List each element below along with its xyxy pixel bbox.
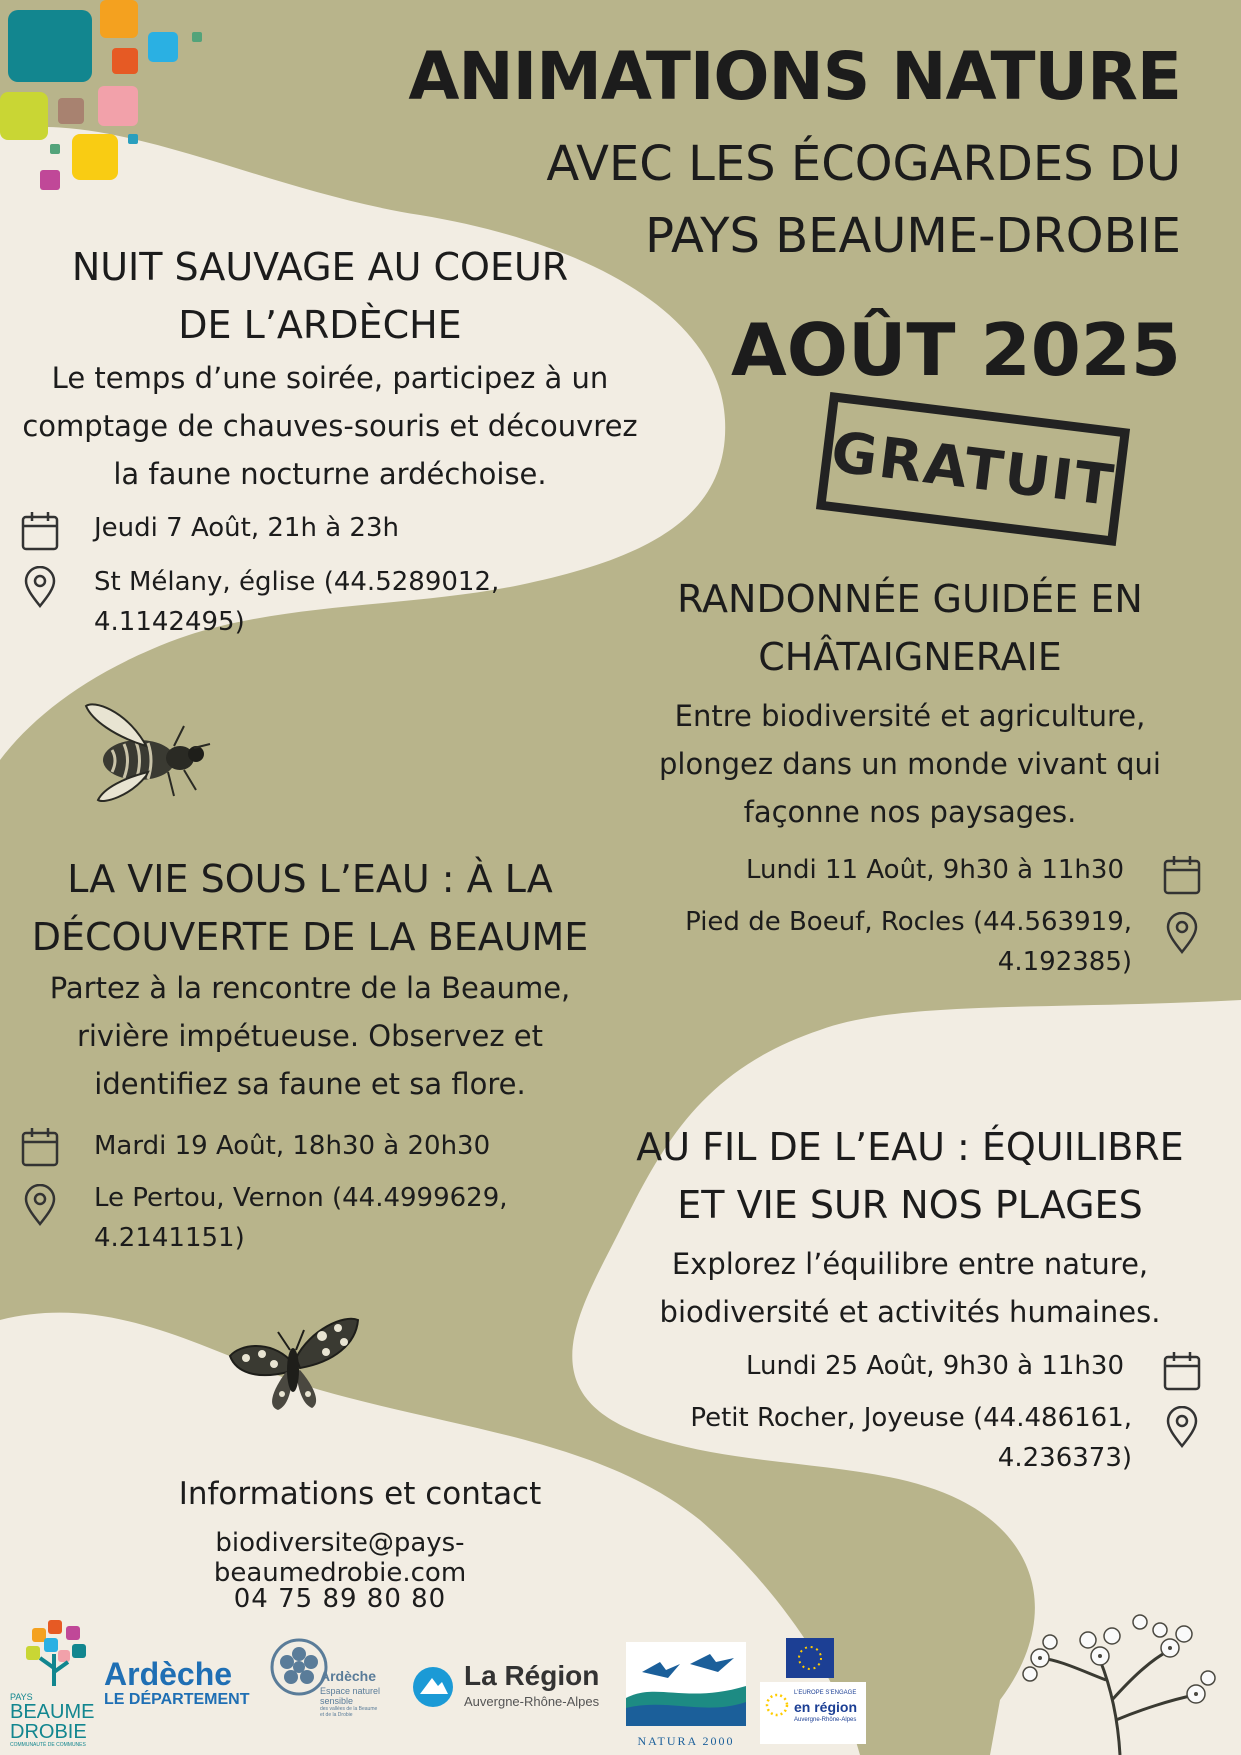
event-3-place <box>94 1178 508 1258</box>
calendar-icon <box>1162 854 1202 896</box>
event-3-place-1: Le Pertou, Vernon (44.4999629, <box>94 1183 508 1213</box>
tree-logo-icon <box>10 1618 100 1688</box>
subtitle-line-1: AVEC LES ÉCOGARDES DU <box>546 136 1181 192</box>
pbd-top: PAYS <box>10 1692 33 1702</box>
event-3 <box>10 850 610 966</box>
event-1 <box>20 238 620 354</box>
ens-sub-2: sensible <box>320 1696 354 1706</box>
event-1-desc-3: la faune nocturne ardéchoise. <box>113 457 547 491</box>
ens-sub-1: Espace naturel <box>320 1686 381 1696</box>
event-2 <box>630 570 1190 686</box>
event-3-date: Mardi 19 Août, 18h30 à 20h30 <box>94 1131 491 1161</box>
region-sub: Auvergne-Rhône-Alpes <box>464 1694 600 1709</box>
logo-europe <box>760 1638 866 1748</box>
event-1-desc-2: comptage de chauves-souris et découvrez <box>22 409 638 443</box>
eu-line-1: L’EUROPE S’ENGAGE <box>794 1690 857 1696</box>
eu-line-3: Auvergne-Rhône-Alpes <box>794 1717 857 1723</box>
natura-logo-icon <box>626 1642 746 1726</box>
calendar-icon <box>20 1126 60 1168</box>
natura-text: NATURA 2000 <box>637 1734 735 1748</box>
pbd-name-2: DROBIE <box>10 1721 87 1743</box>
map-pin-icon <box>1162 912 1202 954</box>
event-2-place-2: 4.192385) <box>997 947 1132 977</box>
eu-line-2: en région <box>794 1699 858 1715</box>
blossom-illustration <box>1020 1600 1220 1755</box>
event-4-description <box>630 1240 1190 1336</box>
event-3-desc-1: Partez à la rencontre de la Beaume, <box>49 971 571 1005</box>
event-1-place-2: 4.1142495) <box>94 607 245 637</box>
event-2-place-1: Pied de Boeuf, Rocles (44.563919, <box>685 907 1132 937</box>
logo-natura-2000 <box>626 1642 746 1748</box>
event-1-date: Jeudi 7 Août, 21h à 23h <box>94 513 399 543</box>
ens-sub-3: des vallées de la Beaume <box>320 1706 378 1712</box>
event-2-desc-3: façonne nos paysages. <box>743 795 1077 829</box>
event-2-title-1: RANDONNÉE GUIDÉE EN <box>677 577 1143 621</box>
calendar-icon <box>1162 1350 1202 1392</box>
event-2-desc-1: Entre biodiversité et agriculture, <box>674 699 1146 733</box>
logo-ardeche-departement <box>104 1656 249 1709</box>
event-4-place <box>600 1398 1132 1478</box>
eu-flag-icon <box>786 1638 834 1678</box>
event-1-desc-1: Le temps d’une soirée, participez à un <box>51 361 609 395</box>
map-pin-icon <box>20 566 60 608</box>
contact-email[interactable]: biodiversite@pays-beaumedrobie.com <box>213 1528 467 1588</box>
contact-phone[interactable]: 04 75 89 80 80 <box>233 1584 447 1614</box>
map-pin-icon <box>20 1184 60 1226</box>
event-4-place-2: 4.236373) <box>997 1443 1132 1473</box>
ardeche-sub: LE DÉPARTEMENT <box>104 1691 250 1708</box>
event-1-title-2: DE L’ARDÈCHE <box>178 303 462 347</box>
decorative-squares <box>0 0 210 200</box>
event-1-title-1: NUIT SAUVAGE AU COEUR <box>71 245 569 289</box>
logo-pays-beaume-drobie <box>10 1618 100 1748</box>
event-3-title-2: DÉCOUVERTE DE LA BEAUME <box>31 915 589 959</box>
region-logo-icon <box>412 1666 454 1708</box>
event-3-place-2: 4.2141151) <box>94 1223 245 1253</box>
event-2-desc-2: plongez dans un monde vivant qui <box>659 747 1161 781</box>
month-title: AOÛT 2025 <box>731 308 1181 392</box>
event-1-description <box>10 354 650 498</box>
pbd-sub: COMMUNAUTÉ DE COMMUNES <box>10 1742 86 1748</box>
logo-ens <box>270 1638 400 1738</box>
event-4-place-1: Petit Rocher, Joyeuse (44.486161, <box>690 1403 1132 1433</box>
ens-text <box>320 1686 380 1718</box>
event-2-date: Lundi 11 Août, 9h30 à 11h30 <box>746 855 1124 885</box>
bee-illustration <box>84 700 214 806</box>
moth-illustration <box>226 1310 362 1412</box>
event-4-title-1: AU FIL DE L’EAU : ÉQUILIBRE <box>636 1125 1184 1169</box>
event-4-desc-2: biodiversité et activités humaines. <box>659 1295 1161 1329</box>
event-2-description <box>630 692 1190 836</box>
ens-name: Ardèche <box>320 1668 377 1684</box>
ardeche-name: Ardèche <box>104 1656 233 1692</box>
event-4-title-2: ET VIE SUR NOS PLAGES <box>677 1183 1143 1227</box>
event-4-date: Lundi 25 Août, 9h30 à 11h30 <box>746 1351 1124 1381</box>
event-2-title-2: CHÂTAIGNERAIE <box>758 635 1062 679</box>
event-2-place <box>600 902 1132 982</box>
eu-panel <box>760 1682 866 1744</box>
map-pin-icon <box>1162 1406 1202 1448</box>
eu-stars-icon <box>764 1692 790 1718</box>
ens-sub-4: et de la Drobie <box>320 1712 353 1718</box>
event-4-desc-1: Explorez l’équilibre entre nature, <box>671 1247 1149 1281</box>
free-stamp: GRATUIT <box>816 392 1130 546</box>
event-1-place <box>94 562 499 642</box>
pbd-name-1: BEAUME <box>10 1701 95 1723</box>
event-3-description <box>10 964 610 1108</box>
calendar-icon <box>20 510 60 552</box>
event-1-place-1: St Mélany, église (44.5289012, <box>94 567 500 597</box>
contact-heading: Informations et contact <box>178 1476 542 1512</box>
event-3-desc-3: identifiez sa faune et sa flore. <box>94 1067 526 1101</box>
main-title: ANIMATIONS NATURE <box>408 38 1181 115</box>
region-name: La Région <box>464 1660 600 1691</box>
event-3-title-1: LA VIE SOUS L’EAU : À LA <box>67 857 553 901</box>
event-3-desc-2: rivière impétueuse. Observez et <box>76 1019 544 1053</box>
subtitle-line-2: PAYS BEAUME-DROBIE <box>645 208 1181 264</box>
event-4 <box>630 1118 1190 1234</box>
